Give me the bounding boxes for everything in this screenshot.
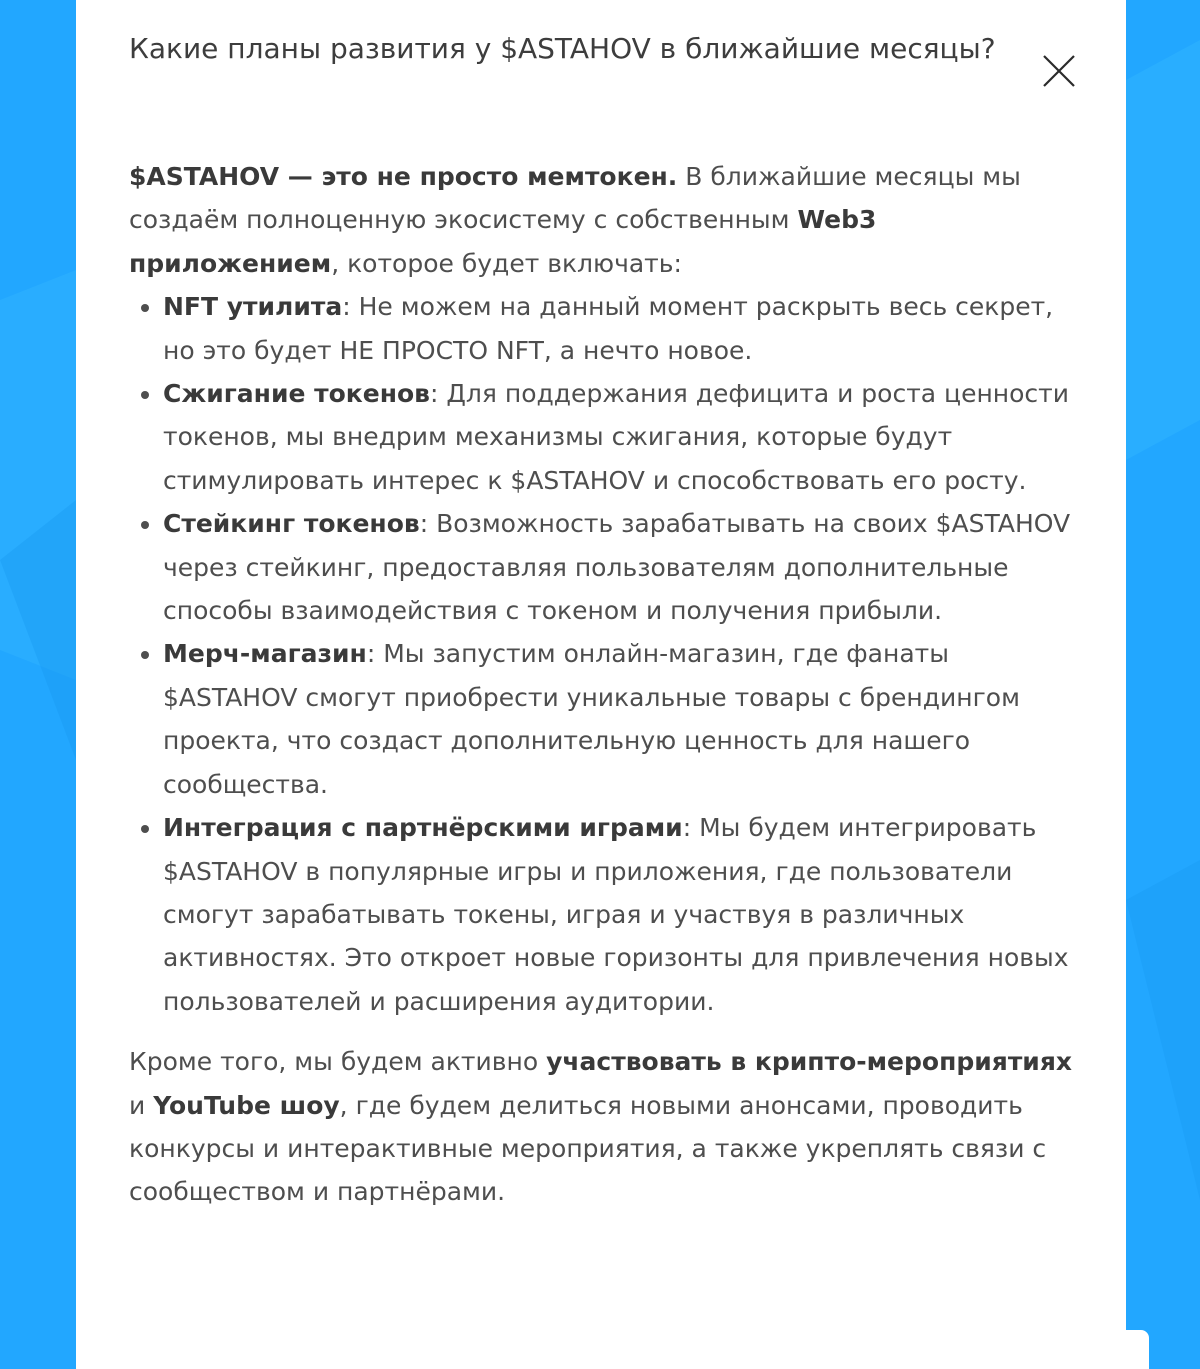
dialog-title: Какие планы развития у $ASTAHOV в ближайшие месяцы?	[129, 32, 996, 65]
close-button[interactable]	[1036, 48, 1082, 94]
feature-item-nft	[163, 285, 1074, 372]
feature-text: : Не можем на данный момент раскрыть весь секрет, но это будет НЕ ПРОСТО NFT, а нечто новое.	[163, 292, 1054, 365]
intro-bold: $ASTAHOV — это не просто мемтокен.	[129, 162, 678, 191]
feature-item-burn	[163, 372, 1074, 502]
feature-title: Мерч-магазин	[163, 639, 367, 669]
feature-title: NFT утилита	[163, 292, 343, 322]
modal-corner	[1120, 1330, 1149, 1369]
outro-text-2: и	[129, 1090, 154, 1120]
intro-bold-2: Web3 приложением	[129, 205, 877, 278]
intro-paragraph	[129, 155, 1074, 285]
feature-title: Интеграция с партнёрскими играми	[163, 813, 683, 843]
outro-bold-2: YouTube шоу	[153, 1090, 340, 1120]
feature-item-staking	[163, 502, 1074, 632]
feature-title: Сжигание токенов	[163, 379, 430, 409]
feature-text: : Возможность зарабатывать на своих $ASTAHOV через стейкинг, предоставляя пользователям дополнительные способы взаимодействия с токеном и получения прибыли.	[163, 509, 1071, 626]
feature-item-merch	[163, 632, 1074, 806]
close-icon	[1036, 48, 1082, 94]
intro-text-2: , которое будет включать:	[331, 248, 682, 278]
outro-bold-1: участвовать в крипто-мероприятиях	[546, 1047, 1073, 1077]
feature-text: : Мы запустим онлайн-магазин, где фанаты $ASTAHOV смогут приобрести уникальные товары с брендингом проекта, что создаст дополнительную ценность для нашего сообщества.	[163, 639, 1020, 799]
outro-text-3: , где будем делиться новыми анонсами, проводить конкурсы и интерактивные мероприятия, а также укреплять связи с сообществом и партнёрами.	[129, 1090, 1047, 1207]
intro-text-1: В ближайшие месяцы мы создаём полноценную экосистему с собственным	[129, 162, 1021, 235]
outro-paragraph	[129, 1040, 1074, 1214]
feature-item-games	[163, 806, 1074, 1023]
feature-text: : Мы будем интегрировать $ASTAHOV в популярные игры и приложения, где пользователи смогут зарабатывать токены, играя и участвуя в различных активностях. Это откроет новые горизонты для привлечения новых пользователей и расширения аудитории.	[163, 813, 1069, 1016]
outro-text-1: Кроме того, мы будем активно	[129, 1047, 547, 1077]
feature-title: Стейкинг токенов	[163, 509, 420, 539]
feature-text: : Для поддержания дефицита и роста ценности токенов, мы внедрим механизмы сжигания, которые будут стимулировать интерес к $ASTAHOV и способствовать его росту.	[163, 379, 1069, 495]
dialog-body	[129, 155, 1074, 1214]
feature-list	[129, 285, 1074, 1023]
